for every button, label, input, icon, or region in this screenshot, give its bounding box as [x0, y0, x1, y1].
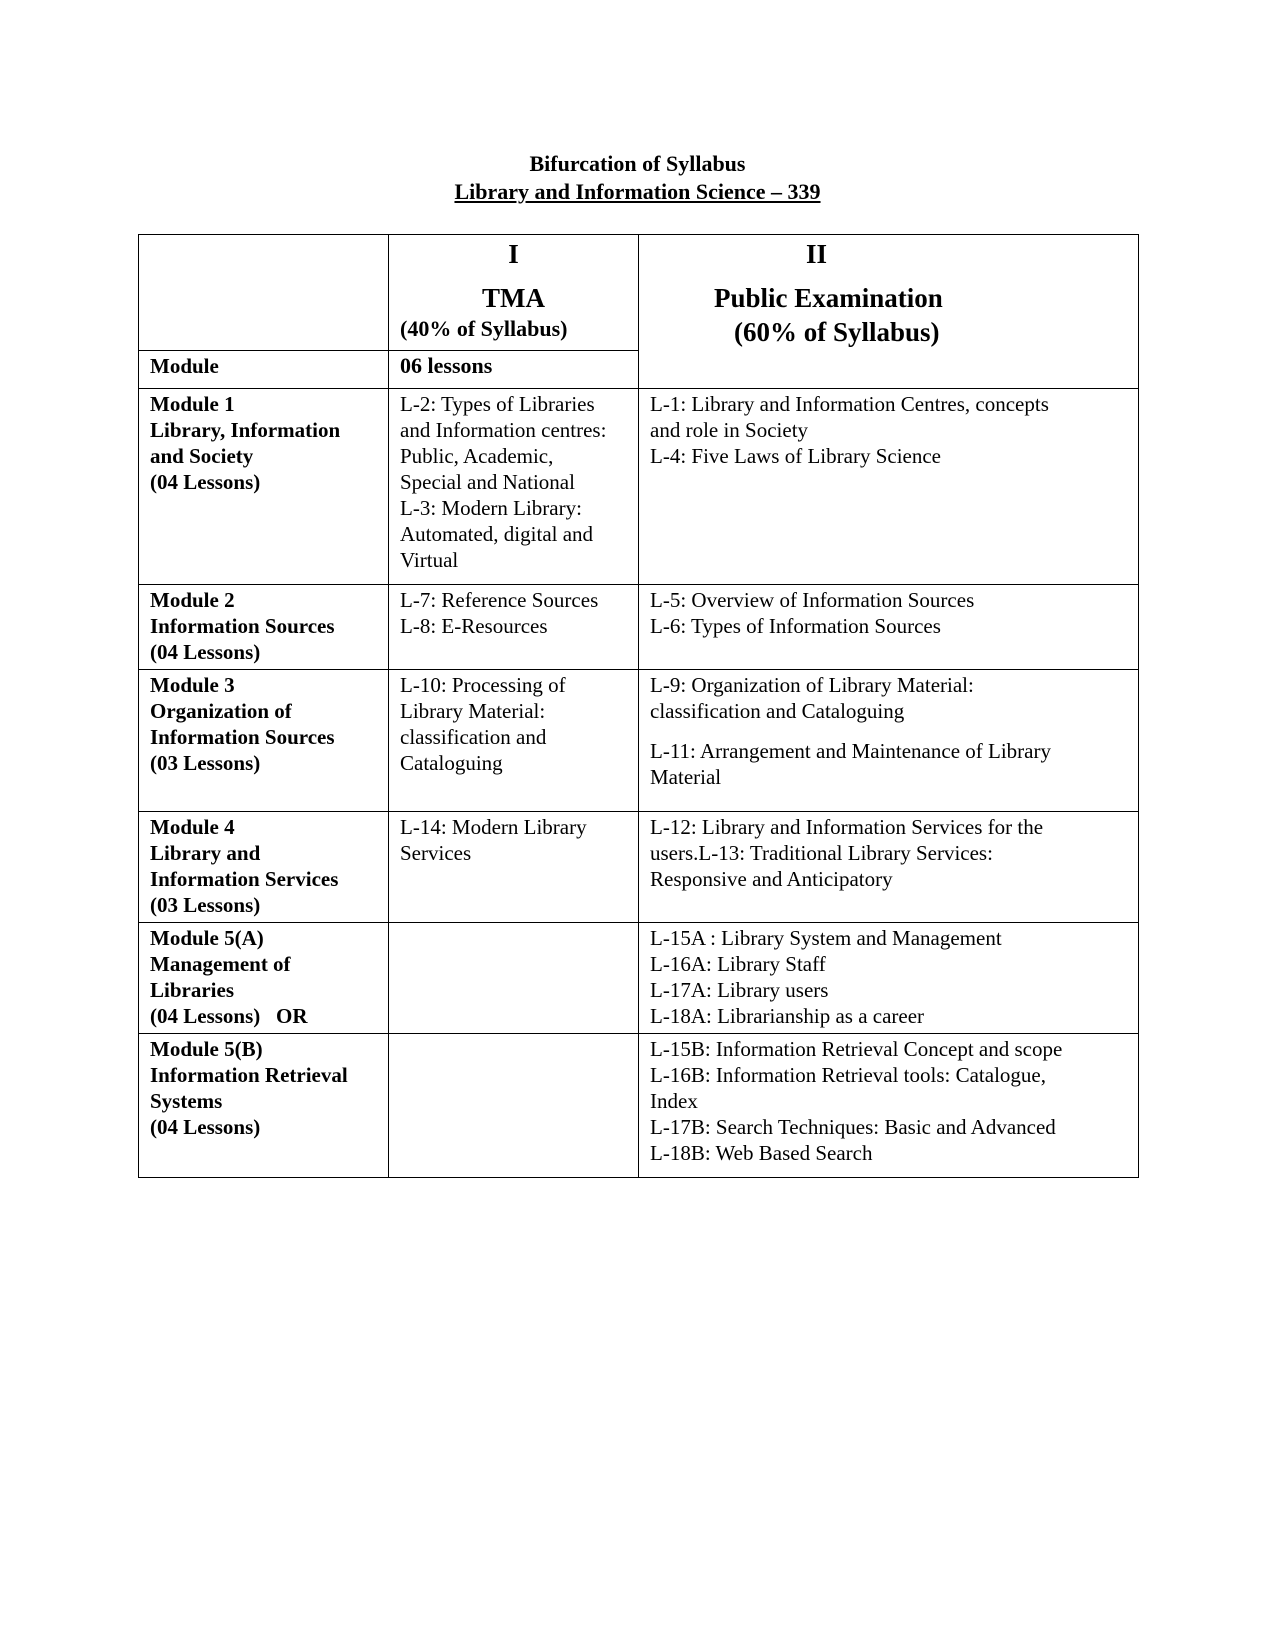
- module-topic: Information Sources: [150, 614, 335, 638]
- exam-cell: [639, 923, 1139, 1034]
- module-cell: [139, 1034, 389, 1178]
- lesson-text: Virtual: [400, 548, 459, 572]
- module-topic: Organization of: [150, 699, 292, 723]
- exam-cell: [639, 812, 1139, 923]
- lesson-text: and role in Society: [650, 418, 809, 442]
- tma-cell-empty: [389, 923, 639, 1034]
- lesson-text: users.L-13: Traditional Library Services:: [650, 841, 993, 865]
- lesson-text: Material: [650, 765, 722, 789]
- lesson-text: L-6: Types of Information Sources: [650, 614, 941, 638]
- lesson-text: Automated, digital and: [400, 522, 594, 546]
- table-row: [139, 923, 1139, 1034]
- exam-title: Public Examination: [714, 283, 943, 313]
- table-row: [139, 389, 1139, 585]
- module-column-header: Module: [139, 351, 389, 389]
- lesson-text: Public, Academic,: [400, 444, 554, 468]
- module-lesson-count: (03 Lessons): [150, 751, 261, 775]
- tma-lessons-count: 06 lessons: [389, 351, 639, 389]
- tma-roman-numeral: I: [508, 239, 519, 269]
- exam-header-cell: [639, 235, 1139, 389]
- lesson-text: L-18A: Librarianship as a career: [650, 1004, 925, 1028]
- module-lesson-count: (04 Lessons): [150, 470, 261, 494]
- document-header: [0, 150, 1275, 206]
- module-topic: Information Services: [150, 867, 339, 891]
- lesson-text: L-14: Modern Library: [400, 815, 587, 839]
- module-name: Module 1: [150, 392, 235, 416]
- syllabus-table: [138, 234, 1139, 1178]
- lesson-text: L-11: Arrangement and Maintenance of Library: [650, 739, 1051, 763]
- lesson-text: L-8: E-Resources: [400, 614, 548, 638]
- module-topic: Library and: [150, 841, 261, 865]
- lesson-text: L-9: Organization of Library Material:: [650, 673, 974, 697]
- module-name: Module 3: [150, 673, 235, 697]
- module-topic: Management of: [150, 952, 291, 976]
- tma-header-cell: [389, 235, 639, 351]
- exam-share: (60% of Syllabus): [734, 317, 940, 347]
- exam-cell: [639, 389, 1139, 585]
- tma-cell-empty: [389, 1034, 639, 1178]
- lesson-text: L-18B: Web Based Search: [650, 1141, 873, 1165]
- module-name: Module 5(B): [150, 1037, 263, 1061]
- module-name: Module 4: [150, 815, 235, 839]
- module-cell: [139, 389, 389, 585]
- lesson-text: Index: [650, 1089, 698, 1113]
- document-subtitle: Library and Information Science – 339: [454, 179, 821, 204]
- table-row: [139, 670, 1139, 812]
- lesson-text: L-10: Processing of: [400, 673, 566, 697]
- lesson-text: classification and: [400, 725, 547, 749]
- module-cell: [139, 585, 389, 670]
- module-cell: [139, 670, 389, 812]
- lesson-text: L-17B: Search Techniques: Basic and Advanced: [650, 1115, 1056, 1139]
- lesson-text: Cataloguing: [400, 751, 503, 775]
- module-topic: Libraries: [150, 978, 234, 1002]
- module-topic: Systems: [150, 1089, 223, 1113]
- lesson-text: L-7: Reference Sources: [400, 588, 599, 612]
- lesson-text: L-1: Library and Information Centres, concepts: [650, 392, 1049, 416]
- lesson-text: classification and Cataloguing: [650, 699, 905, 723]
- header-blank-cell: [139, 235, 389, 351]
- lesson-text: L-12: Library and Information Services for the: [650, 815, 1044, 839]
- exam-cell: [639, 585, 1139, 670]
- lesson-text: L-17A: Library users: [650, 978, 829, 1002]
- table-row: [139, 585, 1139, 670]
- lesson-text: Special and National: [400, 470, 575, 494]
- table-row: [139, 812, 1139, 923]
- exam-cell: [639, 670, 1139, 812]
- lesson-text: Responsive and Anticipatory: [650, 867, 893, 891]
- tma-cell: [389, 812, 639, 923]
- module-topic: Information Retrieval: [150, 1063, 348, 1087]
- lesson-text: L-16A: Library Staff: [650, 952, 826, 976]
- tma-cell: [389, 670, 639, 812]
- lesson-text: L-15A : Library System and Management: [650, 926, 1002, 950]
- exam-roman-numeral: II: [806, 239, 828, 269]
- header-row: [139, 235, 1139, 351]
- module-topic: Library, Information: [150, 418, 341, 442]
- lesson-text: L-3: Modern Library:: [400, 496, 582, 520]
- lesson-text: Services: [400, 841, 472, 865]
- lesson-text: L-4: Five Laws of Library Science: [650, 444, 941, 468]
- module-cell: [139, 923, 389, 1034]
- module-topic: Information Sources: [150, 725, 335, 749]
- lesson-text: L-16B: Information Retrieval tools: Catalogue,: [650, 1063, 1046, 1087]
- lesson-text: L-15B: Information Retrieval Concept and scope: [650, 1037, 1063, 1061]
- table-row: [139, 1034, 1139, 1178]
- tma-title: TMA: [482, 283, 545, 313]
- document-title: Bifurcation of Syllabus: [529, 151, 746, 176]
- lesson-text: L-2: Types of Libraries: [400, 392, 595, 416]
- lesson-text: L-5: Overview of Information Sources: [650, 588, 975, 612]
- tma-share: (40% of Syllabus): [400, 316, 568, 341]
- module-lesson-count: (03 Lessons): [150, 893, 261, 917]
- lesson-text: Library Material:: [400, 699, 546, 723]
- module-name: Module 2: [150, 588, 235, 612]
- tma-cell: [389, 585, 639, 670]
- module-cell: [139, 812, 389, 923]
- exam-cell: [639, 1034, 1139, 1178]
- lesson-text: and Information centres:: [400, 418, 607, 442]
- module-lesson-count: (04 Lessons): [150, 640, 261, 664]
- tma-cell: [389, 389, 639, 585]
- module-lesson-count: (04 Lessons) OR: [150, 1004, 308, 1028]
- module-name: Module 5(A): [150, 926, 264, 950]
- module-topic: and Society: [150, 444, 254, 468]
- module-lesson-count: (04 Lessons): [150, 1115, 261, 1139]
